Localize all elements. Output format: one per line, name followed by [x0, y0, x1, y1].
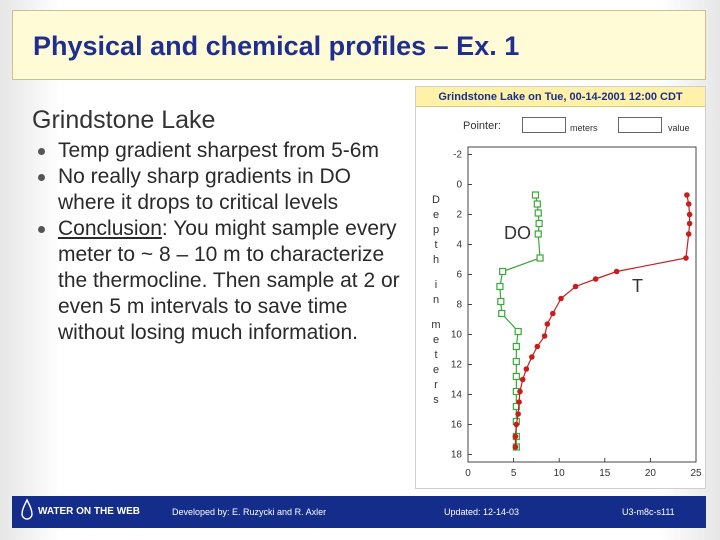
data-point-t	[614, 269, 620, 275]
data-point-t	[529, 354, 535, 360]
data-point-do	[513, 374, 519, 380]
data-point-t	[686, 201, 692, 207]
y-axis-label-letter: t	[434, 239, 438, 251]
y-axis-label-letter: e	[432, 209, 440, 221]
slide-title: Physical and chemical profiles – Ex. 1	[33, 31, 520, 61]
y-axis-label-letter: i	[434, 279, 438, 291]
y-axis-label-letter: r	[434, 379, 438, 391]
chart-header: Grindstone Lake on Tue, 00-14-2001 12:00 CDT	[416, 87, 705, 107]
water-drop-icon	[20, 498, 34, 524]
data-point-t	[687, 221, 693, 227]
data-point-do	[537, 255, 543, 261]
x-tick-label: 20	[644, 468, 656, 479]
y-axis-label-letter: p	[432, 224, 440, 236]
pointer-value-unit: value	[668, 123, 690, 133]
y-tick-label: 6	[456, 269, 462, 281]
data-point-do	[532, 192, 538, 198]
footer-logo: WATER ON THE WEB	[38, 506, 141, 517]
y-tick-label: 14	[450, 389, 462, 401]
x-tick-label: 0	[465, 468, 471, 479]
y-axis-label-letter: t	[434, 349, 438, 361]
annotation-t: T	[632, 276, 643, 296]
footer-bar	[12, 496, 706, 528]
y-tick-label: -2	[453, 149, 462, 161]
data-point-t	[550, 311, 556, 317]
data-point-t	[517, 389, 523, 395]
pointer-label: Pointer:	[463, 120, 501, 132]
data-point-t	[520, 377, 526, 383]
data-point-t	[535, 344, 541, 350]
data-point-t	[687, 212, 693, 218]
bullet-dot-icon	[38, 226, 45, 233]
x-tick-label: 5	[510, 468, 517, 479]
y-axis-label-letter: m	[431, 319, 441, 331]
y-tick-label: 10	[450, 329, 462, 341]
bullet-item	[58, 164, 408, 216]
data-point-t	[545, 321, 551, 327]
y-tick-label: 2	[456, 209, 462, 221]
x-tick-label: 10	[553, 468, 565, 479]
data-point-do	[535, 231, 541, 237]
data-point-t	[516, 399, 522, 405]
y-axis-label-letter: n	[432, 294, 440, 306]
bullet-text: No really sharp gradients in DO where it drops to critical levels	[58, 165, 351, 214]
data-point-t	[515, 411, 521, 417]
y-tick-label: 0	[456, 179, 462, 191]
data-point-do	[498, 299, 504, 305]
data-point-t	[542, 333, 548, 339]
data-point-do	[499, 311, 505, 317]
profile-chart-panel	[415, 86, 706, 489]
y-tick-label: 8	[456, 299, 462, 311]
data-point-do	[515, 329, 521, 335]
data-point-do	[535, 210, 541, 216]
bullet-item	[58, 138, 408, 164]
data-point-t	[514, 422, 520, 428]
data-point-t	[573, 284, 579, 290]
y-tick-label: 16	[450, 419, 462, 431]
y-tick-label: 12	[450, 359, 462, 371]
x-tick-label: 15	[599, 468, 611, 479]
y-tick-label: 4	[456, 239, 462, 251]
bullet-item	[58, 216, 408, 346]
pointer-meters-unit: meters	[570, 123, 598, 133]
profile-chart	[416, 87, 707, 490]
footer-code: U3-m8c-s111	[622, 507, 675, 517]
bullet-dot-icon	[38, 148, 45, 155]
data-point-do	[513, 359, 519, 365]
bullet-dot-icon	[38, 174, 45, 181]
bullet-list	[58, 138, 408, 346]
y-axis-label-letter: D	[432, 194, 440, 206]
bullet-text: Temp gradient sharpest from 5-6m	[58, 139, 379, 162]
title-box	[12, 10, 706, 80]
data-point-do	[534, 201, 540, 207]
data-point-t	[513, 444, 519, 450]
bullet-lead: Conclusion	[58, 217, 162, 240]
annotation-do: DO	[504, 223, 531, 243]
data-point-do	[497, 284, 503, 290]
y-axis-label-letter: h	[432, 254, 440, 266]
data-point-do	[536, 221, 542, 227]
footer-updated: Updated: 12-14-03	[444, 507, 520, 517]
y-tick-label: 18	[450, 449, 462, 461]
bullet-text: : You might sample every meter to ~ 8 – 10 m to characterize the thermocline. Then sample at 2 or even 5 m intervals to save time without losing much information.	[58, 217, 400, 344]
data-point-t	[524, 366, 530, 372]
data-point-t	[558, 296, 564, 302]
data-point-do	[513, 344, 519, 350]
y-axis-label-letter: e	[432, 364, 440, 376]
x-tick-label: 25	[690, 468, 702, 479]
footer-developed: Developed by: E. Ruzycki and R. Axler	[172, 507, 327, 517]
data-point-t	[683, 255, 689, 261]
data-point-t	[684, 192, 690, 198]
data-point-t	[686, 231, 692, 237]
y-axis-label-letter: s	[433, 394, 439, 406]
data-point-t	[513, 434, 519, 440]
slide-subtitle: Grindstone Lake	[32, 106, 216, 134]
y-axis-label-letter: e	[432, 334, 440, 346]
data-point-t	[593, 276, 599, 282]
data-point-do	[500, 269, 506, 275]
